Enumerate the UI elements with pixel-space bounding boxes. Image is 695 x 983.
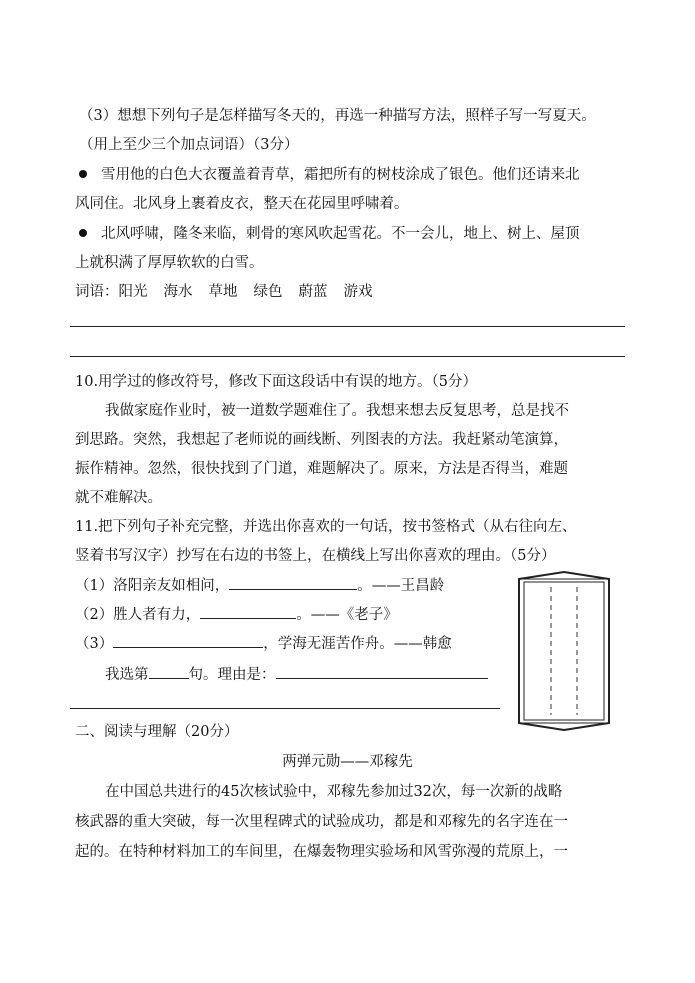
q10-text-line: 我做家庭作业时，被一道数学题难住了。我想来想去反复思考，总是找不 xyxy=(105,403,569,419)
vocab-word: 草地 xyxy=(208,284,238,300)
section2-heading: 二、阅读与理解（20分） xyxy=(75,724,239,740)
item1-prefix: （1）洛阳亲友如相问， xyxy=(75,578,230,594)
item1-suffix: 。——王昌龄 xyxy=(357,578,445,594)
bullet-icon xyxy=(79,229,87,237)
q9-3-prompt-line2: （用上至少三个加点词语）（3分） xyxy=(79,137,299,153)
fill-blank-2[interactable] xyxy=(200,604,296,619)
fill-blank-1[interactable] xyxy=(229,575,357,590)
q10-prompt: 10.用学过的修改符号，修改下面这段话中有误的地方。（5分） xyxy=(75,374,478,390)
answer-line[interactable] xyxy=(70,326,625,327)
sample1-line2: 风同住。北风身上裹着皮衣，整天在花园里呼啸着。 xyxy=(75,196,409,212)
item3-prefix: （3） xyxy=(75,636,114,652)
q10-text-line: 振作精神。忽然，很快找到了门道，难题解决了。原来，方法是否得当，难题 xyxy=(75,461,568,477)
answer-line[interactable] xyxy=(70,356,625,357)
sample1-text: 雪用他的白色大衣覆盖着青草，霜把所有的树枝涂成了银色。他们还请来北 xyxy=(101,167,580,183)
vocab-word: 海水 xyxy=(163,284,193,300)
sample2-line1 xyxy=(79,222,580,243)
reason-answer-line[interactable] xyxy=(70,708,500,709)
q11-prompt-line1: 11.把下列句子补充完整，并选出你喜欢的一句话，按书签格式（从右往向左、 xyxy=(75,519,577,535)
vocab-word: 阳光 xyxy=(118,284,148,300)
choice-number-blank[interactable] xyxy=(149,664,189,679)
article-line: 起的。在特种材料加工的车间里，在爆轰物理实验场和风雪弥漫的荒原上，一 xyxy=(75,844,568,860)
item2-prefix: （2）胜人者有力， xyxy=(75,607,201,623)
bookmark-icon xyxy=(518,571,610,731)
vocab-word: 游戏 xyxy=(343,284,373,300)
bookmark-frame[interactable] xyxy=(518,571,610,731)
q11-item3 xyxy=(75,632,452,653)
q10-text-line: 就不难解决。 xyxy=(75,490,162,506)
item3-suffix: ，学海无涯苦作舟。——韩愈 xyxy=(263,636,452,652)
article-title: 两弹元勋——邓稼先 xyxy=(282,754,413,770)
vocab-word: 蔚蓝 xyxy=(298,284,328,300)
q11-item2 xyxy=(75,603,398,624)
q11-item1 xyxy=(75,574,444,595)
q11-choice-row xyxy=(105,663,488,684)
vocab-label: 词语： xyxy=(75,284,119,300)
q10-text-line: 到思路。突然，我想起了老师说的画线断、列图表的方法。我赶紧动笔演算， xyxy=(75,432,568,448)
bullet-icon xyxy=(79,170,87,178)
vocab-row xyxy=(75,280,389,301)
choice-prefix: 我选第 xyxy=(105,667,149,683)
article-line: 核武器的重大突破，每一次里程碑式的试验成功，都是和邓稼先的名字连在一 xyxy=(75,814,568,830)
item2-suffix: 。——《老子》 xyxy=(296,607,398,623)
sample2-text: 北风呼啸，隆冬来临，刺骨的寒风吹起雪花。不一会儿，地上、树上、屋顶 xyxy=(101,226,580,242)
vocab-word: 绿色 xyxy=(253,284,283,300)
q9-3-prompt-line1: （3）想想下列句子是怎样描写冬天的，再选一种描写方法，照样子写一写夏天。 xyxy=(79,108,596,124)
fill-blank-3[interactable] xyxy=(113,633,263,648)
choice-reason-label: 句。理由是： xyxy=(188,667,276,683)
q11-prompt-line2: 竖着书写汉字）抄写在右边的书签上，在横线上写出你喜欢的理由。（5分） xyxy=(75,548,556,564)
article-line: 在中国总共进行的45次核试验中，邓稼先参加过32次，每一次新的战略 xyxy=(105,784,563,800)
sample2-line2: 上就积满了厚厚软软的白雪。 xyxy=(75,255,264,271)
sample1-line1 xyxy=(79,163,580,184)
reason-blank[interactable] xyxy=(276,664,488,679)
